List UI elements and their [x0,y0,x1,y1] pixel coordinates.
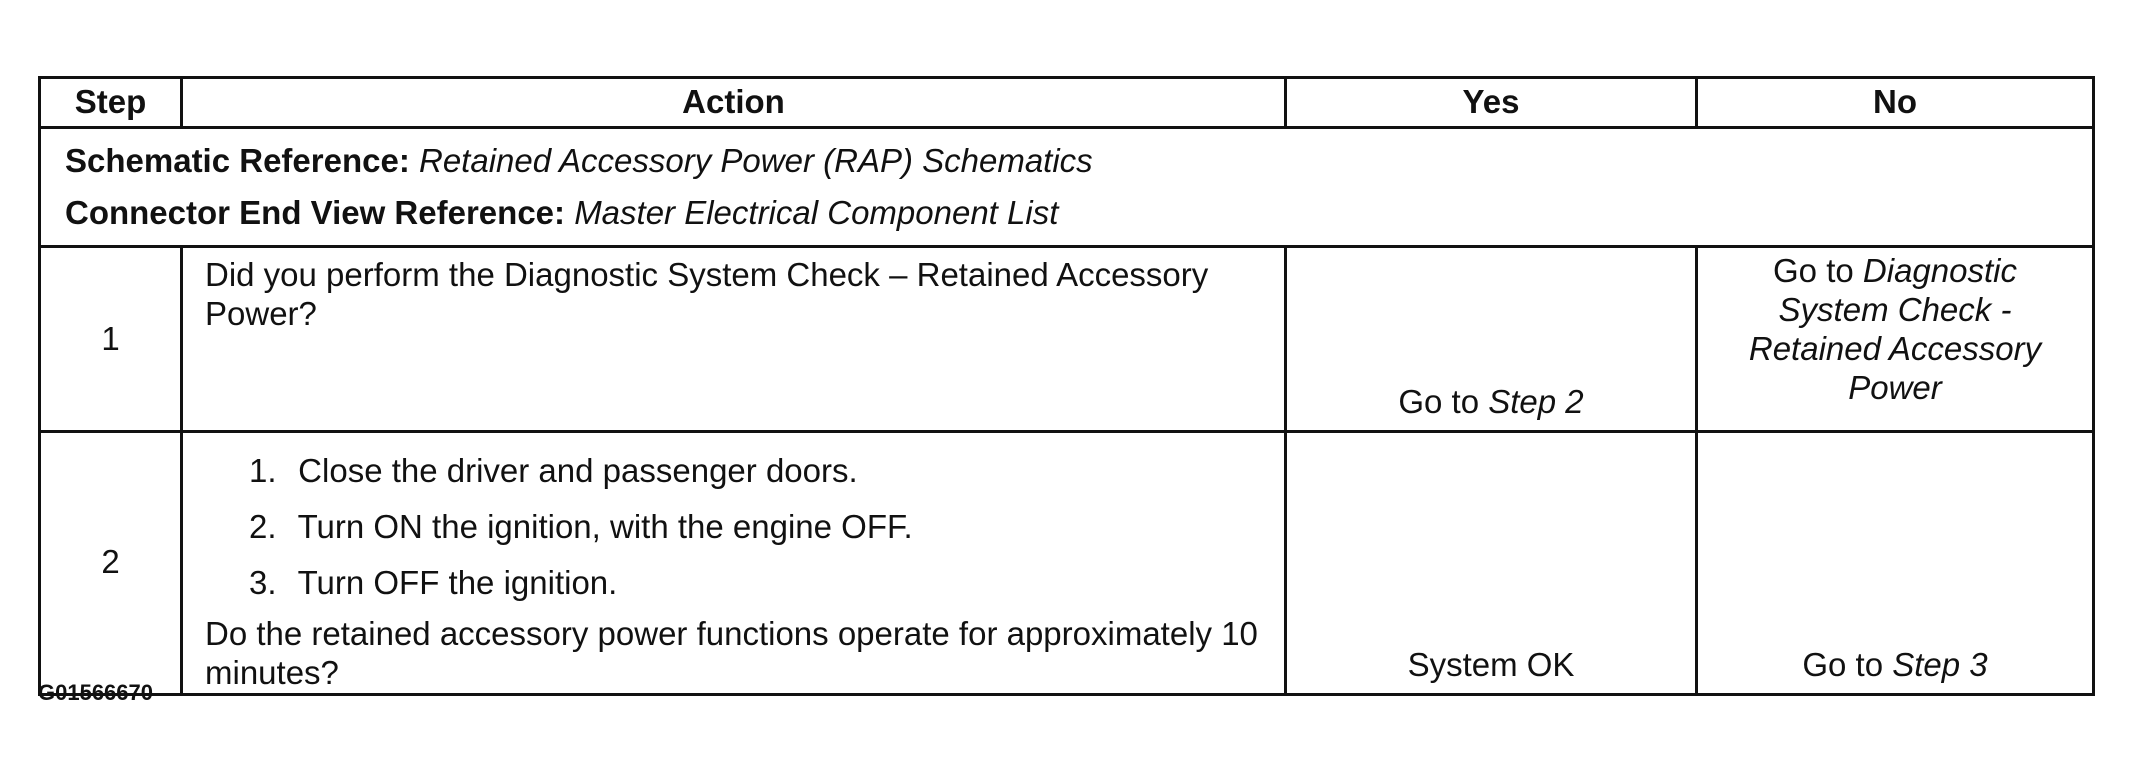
list-number: 3. [249,564,277,601]
reference-row [40,128,2094,247]
connector-reference-label: Connector End View Reference: [65,194,566,231]
header-row [40,78,2094,128]
no-prefix: Go to [1773,252,1863,289]
table-row [40,247,2094,432]
schematic-reference [65,135,2092,187]
no-diagnostic-link: Diagnostic System Check - Retained Accessory Power [1748,252,2042,406]
yes-result: System OK [1286,432,1697,695]
list-item [205,555,1260,611]
list-number: 1. [249,452,277,489]
step-number: 1 [40,247,182,432]
yes-result [1286,247,1697,432]
header-step: Step [40,78,182,128]
list-item [205,443,1260,499]
no-result [1697,247,2094,432]
header-no: No [1697,78,2094,128]
list-text: Turn OFF the ignition. [297,564,618,601]
diagnostic-table [38,76,2095,696]
list-text: Turn ON the ignition, with the engine OFF. [297,508,913,545]
header-yes: Yes [1286,78,1697,128]
yes-prefix: Go to [1398,383,1489,421]
action-text: Did you perform the Diagnostic System Check – Retained Accessory Power? [182,247,1286,432]
yes-step-link: Step 2 [1488,383,1584,421]
no-prefix: Go to [1802,645,1893,683]
list-item [205,499,1260,555]
no-result [1697,432,2094,695]
action-cell [182,432,1286,695]
connector-reference-value: Master Electrical Component List [574,194,1059,231]
no-step-link: Step 3 [1892,645,1988,683]
schematic-reference-value: Retained Accessory Power (RAP) Schematics [419,142,1093,179]
list-text: Close the driver and passenger doors. [298,452,858,489]
connector-reference [65,187,2092,239]
list-number: 2. [249,508,277,545]
question-text: Do the retained accessory power functions operate for approximately 10 minutes? [205,615,1258,691]
reference-cell [40,128,2094,247]
schematic-reference-label: Schematic Reference: [65,142,410,179]
step-number: 2 [40,432,182,695]
figure-id: G01566670 [38,680,153,705]
table-row [40,432,2094,695]
header-action: Action [182,78,1286,128]
